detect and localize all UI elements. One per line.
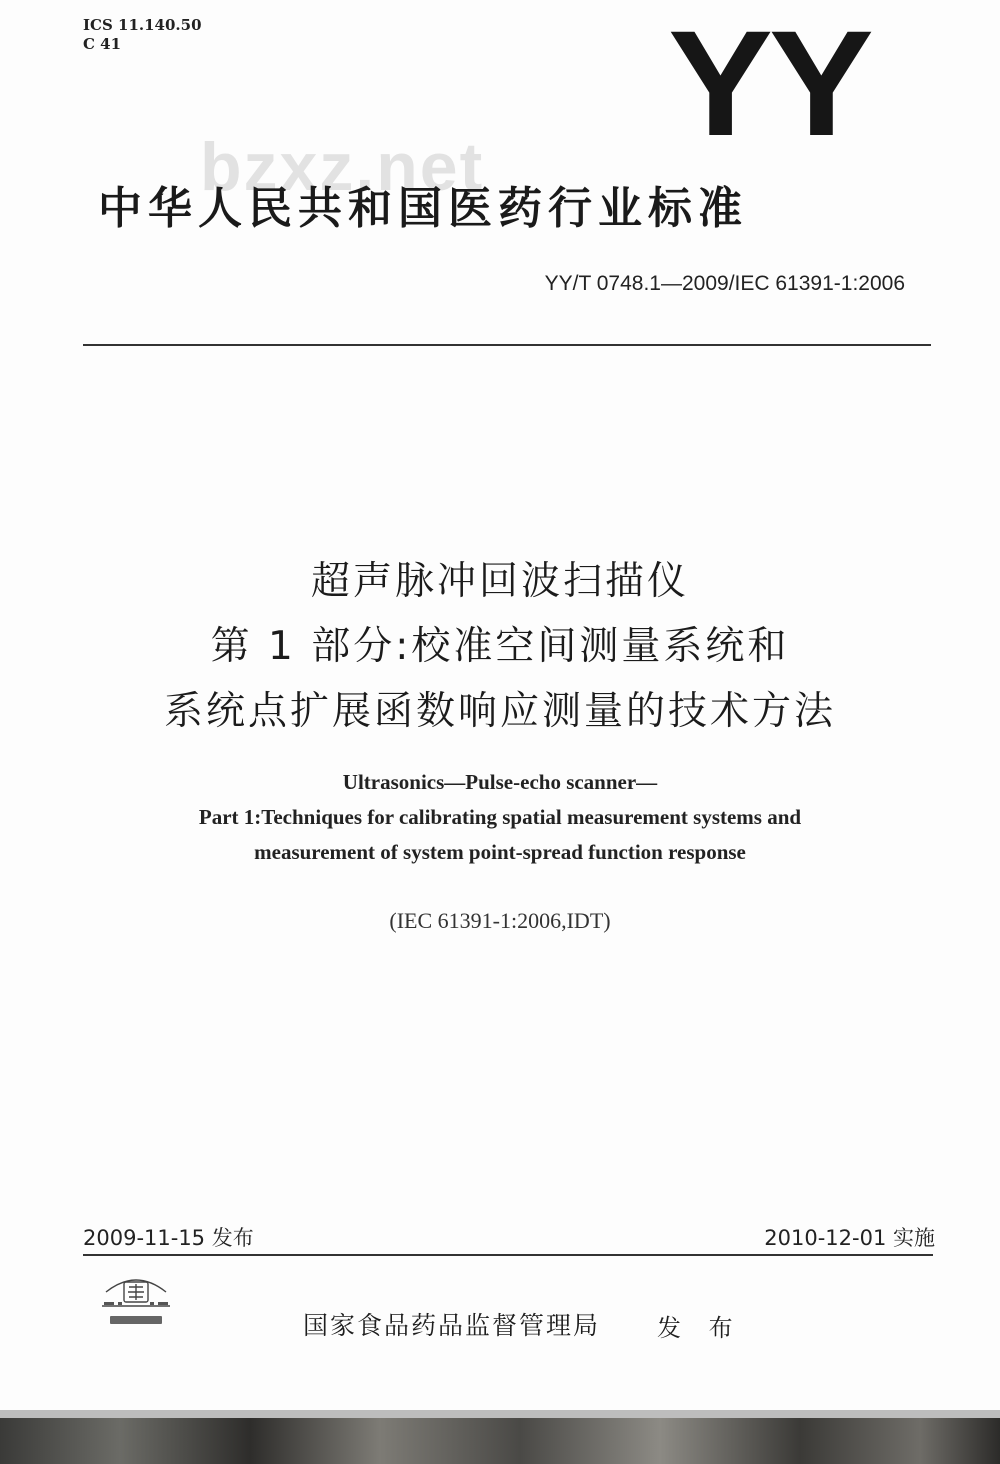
en-title-line-1: Ultrasonics—Pulse-echo scanner— [342,770,658,794]
header-divider [83,344,931,346]
cn-title-line-2: 第 1 部分:校准空间测量系统和 [210,624,790,669]
implementation-date: 2010-12-01 实施 [764,1226,935,1250]
anti-counterfeit-seal-icon [92,1266,180,1336]
cn-title-line-3: 系统点扩展函数响应测量的技术方法 [163,689,836,734]
ics-code: ICS 11.140.50 [83,16,202,34]
ics-codes [83,16,202,54]
footer-divider [83,1254,933,1256]
standard-body-title: 中华人民共和国医药行业标准 [98,183,748,234]
release-date: 2009-11-15 发布 [83,1226,254,1250]
category-mark: YY [668,0,870,167]
standard-number: YY/T 0748.1—2009/IEC 61391-1:2006 [544,272,905,295]
equivalence-note: (IEC 61391-1:2006,IDT) [389,908,611,933]
publish-label: 发 布 [657,1314,743,1342]
watermark: bzxz.net [200,129,485,205]
classification-code: C 41 [83,35,122,53]
cn-title-line-1: 超声脉冲回波扫描仪 [310,559,689,604]
publisher-name: 国家食品药品监督管理局 [303,1311,601,1340]
background-photo-strip [0,1410,1000,1464]
en-title-line-2: Part 1:Techniques for calibrating spatial measurement systems and [198,805,802,829]
en-title-line-3: measurement of system point-spread function response [254,840,746,864]
